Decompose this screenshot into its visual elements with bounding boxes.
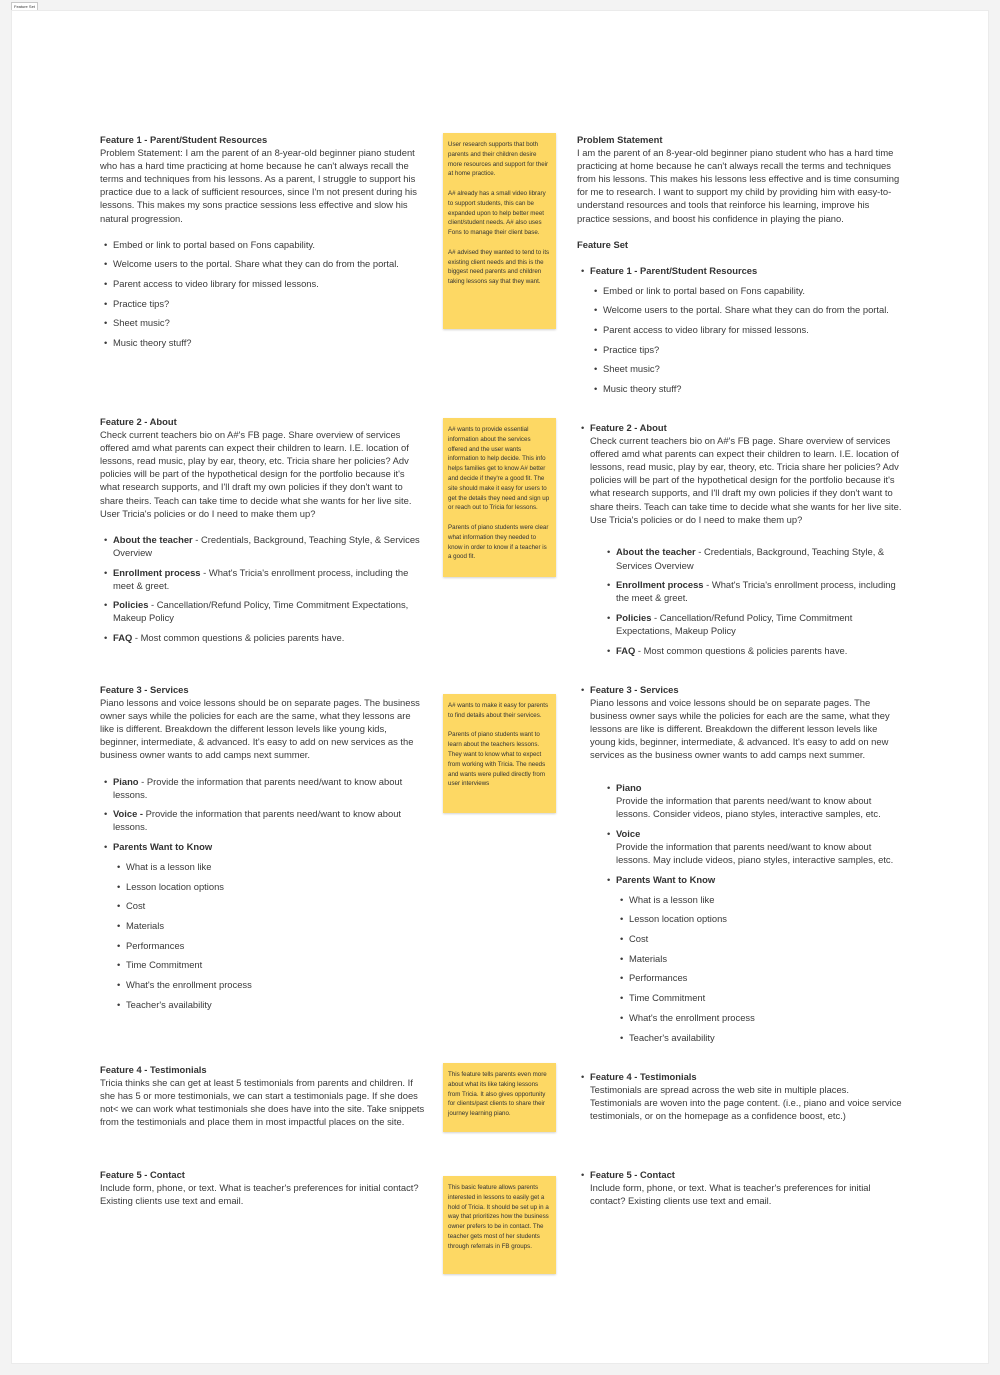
list-item: • Sheet music? [603,362,902,375]
sticky-text: A# already has a small video library to support students, this can be expanded upon to help better meet client/student needs. A# also uses Fons to manage their client base. [448,189,546,237]
left-f4-body: Tricia thinks she can get at least 5 testimonials from parents and children. If she has 5 or more testimonials, we can start a testimonials page. If she does not< we can work what testimonials she does have into the site. Take snippets from the testimonials and place them in most impactful places on the site. [100,1077,425,1128]
list-item: • Practice tips? [603,343,902,356]
list-item: • Welcome users to the portal. Share what they can do from the portal. [113,257,425,270]
list-item: • Cost [126,899,425,912]
sticky-text: A# wants to make it easy for parents to find details about their services. [448,702,549,719]
right-f5-list [590,1168,902,1207]
list-item: • Cost [629,932,902,945]
list-item [616,781,902,820]
list-item-text: - What's Tricia's enrollment process, including the meet & greet. [113,566,409,591]
sticky-text: This feature tells parents even more about what its like taking lessons from Tricia. It also gives opportunity for clients/past clients to share their journey learning piano. [448,1071,547,1118]
right-feature-3 [590,683,902,1050]
left-f3-body: Piano lessons and voice lessons should be on separate pages. The business owner says while the policies for each are the same, what they lessons are like is different. Breakdown the different lesson levels like young kids, beginner, intermediate, & advanced. It's easy to add on new services as the business owner wants to add camps next summer. [100,697,420,761]
list-item [616,578,902,604]
list-item: • Music theory stuff? [603,382,902,395]
list-item-bold: Policies [616,612,652,623]
list-item [590,264,902,395]
list-item: • Materials [629,952,902,965]
list-item: • Embed or link to portal based on Fons capability. [603,284,902,297]
list-item: • Parent access to video library for missed lessons. [113,277,425,290]
sticky-text: User research supports that both parents and their children desire more resources and support for their at home practice. [448,141,549,178]
right-pwk-list [616,893,902,1044]
left-feature-2 [100,415,425,651]
list-item: • Time Commitment [629,991,902,1004]
list-item-text: - Cancellation/Refund Policy, Time Commitment Expectations, Makeup Policy [616,612,853,637]
list-item [113,598,425,624]
list-item-bold: FAQ [616,644,636,656]
right-voice-title: Voice [616,828,641,840]
list-item-text: Provide the information that parents need/want to know about lessons. [113,808,402,833]
right-f5-body: Include form, phone, or text. What is teacher's preferences for initial contact? Existing clients use text and email. [590,1182,871,1207]
list-item [590,1070,902,1122]
right-feature-1 [590,264,902,402]
right-feature-4 [590,1070,902,1122]
sticky-note-3[interactable] [443,694,556,813]
list-item-bold: About the teacher [616,546,696,558]
list-item: • Time Commitment [126,958,425,971]
left-f3-list [100,775,425,1011]
list-item-bold: Piano [113,775,139,787]
right-fs-title: Feature Set [577,238,629,250]
right-f3-title: Feature 3 - Services [590,684,679,695]
right-f4-list [590,1070,902,1122]
list-item-bold: About the teacher [113,533,193,545]
sticky-text: Parents of piano students were clear what information they needed to know in order to know if a teacher is a good fit. [448,523,549,561]
left-f2-body: Check current teachers bio on A#'s FB page. Share overview of services offered amd what parents can expect their children to learn. I.E. location of lessons, read music, play by ear, theory, etc. Tricia share her policies? Adv policies will be part of the hypothetical design for the portfolio because it's what research supports, and I'll draft my own policies if they don't want to share theirs. Teach can take time to decide what she wants for her live site. User Tricia's policies or do I need to make them up? [100,429,412,519]
right-f3-body: Piano lessons and voice lessons should be on separate pages. The business owner says while the policies for each are the same, what they lessons are like is different. Breakdown the different lesson levels like young kids, beginner, intermediate, & advanced. It's easy to add on new services as the business owner wants to add camps next summer. [590,697,890,761]
sticky-text: This basic feature allows parents interested in lessons to easily get a hold of Tricia. It should be set up in a way that prioritizes how the business owner prefers to be in contact. The teacher gets most of her students through referrals in FB groups. [448,1184,549,1250]
list-item: • What's the enrollment process [629,1011,902,1024]
list-item: • Teacher's availability [126,998,425,1011]
left-f4-title: Feature 4 - Testimonials [100,1064,207,1075]
list-item-text: - What's Tricia's enrollment process, including the meet & greet. [616,579,896,604]
list-item: • Lesson location options [629,912,902,925]
sticky-text: Parents of piano students want to learn about the teachers lessons. They want to know what to expect from working with Tricia. The needs and wants were pulled directly from user interviews [448,731,546,788]
left-f5-title: Feature 5 - Contact [100,1169,185,1180]
sticky-note-4[interactable] [443,1063,556,1132]
sticky-note-2[interactable] [443,418,556,577]
right-voice-body: Provide the information that parents need/want to know about lessons. May include videos, piano styles, interactive samples, etc. [616,841,894,866]
list-item: • Music theory stuff? [113,336,425,349]
right-ps-body: I am the parent of an 8-year-old beginner piano student who has a hard time practicing at home because he can't always recall the terms and techniques from his lessons. This makes his lessons less effective and is time consuming for me to research. I want to support my child by providing him with easy-to-understand resources and tools that reinforce his learning, improve his practice sessions, and boost his confidence in playing the piano. [577,147,900,224]
right-f1-list [590,264,902,395]
right-f2-list [590,421,902,657]
list-item: • Performances [126,939,425,952]
sticky-note-5[interactable] [443,1176,556,1274]
list-item: • Parent access to video library for missed lessons. [603,323,902,336]
list-item: • Materials [126,919,425,932]
list-item: • Sheet music? [113,316,425,329]
right-f3-sublist [590,781,902,1043]
left-f3-title: Feature 3 - Services [100,684,189,695]
right-f2-body: Check current teachers bio on A#'s FB page. Share overview of services offered amd what parents can expect their children to learn. I.E. location of lessons, read music, play by ear, theory, etc. Tricia share her policies? Adv policies will be part of the hypothetical design for the portfolio because it's what research supports, and I'll draft my own policies if they don't want to share theirs. Teach can take time to decide what she wants for her live site. Use Tricia's policies or do I need to make them up? [590,435,902,525]
list-item-text: - Cancellation/Refund Policy, Time Commitment Expectations, Makeup Policy [113,599,409,624]
right-f2-sublist [590,545,902,656]
list-item: • Welcome users to the portal. Share what they can do from the portal. [603,303,902,316]
right-f5-title: Feature 5 - Contact [590,1169,675,1180]
right-piano-body: Provide the information that parents need/want to know about lessons. Consider videos, piano styles, interactive samples, etc. [616,795,881,820]
left-f1-body: Problem Statement: I am the parent of an 8-year-old beginner piano student who has a hard time practicing at home because he can't always recall the terms and techniques from his lessons. As a parent, I struggle to support his practice due to a lack of sufficient resources, since I'm not present during his lessons. This makes my sons practice sessions less effective and slow his natural progression. [100,147,417,224]
list-item: • Performances [629,971,902,984]
list-item-text: - Most common questions & policies parents have. [132,632,345,644]
sticky-text: A# wants to provide essential information about the services offered and the user wants information to help decide. This info helps families get to know A# better and decide if they're a good fit. The site should make it easy for users to get the details they need and sign up or reach out to Tricia for lessons. [448,426,550,512]
list-item-text: - Provide the information that parents need/want to know about lessons. [113,775,403,800]
list-item [113,775,425,801]
list-item-text: - Credentials, Background, Teaching Style, & Services Overview [616,546,885,571]
list-item: • Embed or link to portal based on Fons capability. [113,238,425,251]
list-item: • What's the enrollment process [126,978,425,991]
list-item: • Teacher's availability [629,1031,902,1044]
list-item-bold: Parents Want to Know [113,841,213,853]
list-item [113,631,425,644]
left-f2-title: Feature 2 - About [100,416,177,427]
list-item-bold: Policies [113,599,149,611]
list-item [616,611,902,637]
left-feature-1 [100,133,425,356]
list-item: • What is a lesson like [629,893,902,906]
left-feature-5 [100,1168,425,1207]
frame-label[interactable]: Feature Set [11,2,38,11]
left-feature-3 [100,683,425,1017]
right-f1-sublist [590,284,902,396]
left-feature-4 [100,1063,425,1128]
list-item-bold: Enrollment process [113,566,201,578]
sticky-text: A# advised they wanted to tend to its existing client needs and this is the biggest need parents and children taking lessons say that they want. [448,248,550,286]
left-f1-list [100,238,425,350]
list-item [590,421,902,657]
right-f4-title: Feature 4 - Testimonials [590,1071,697,1082]
list-item [616,827,902,866]
sticky-note-1[interactable] [443,133,556,329]
right-problem-statement [577,133,902,251]
list-item [616,545,902,571]
left-f5-body: Include form, phone, or text. What is teacher's preferences for initial contact? Existing clients use text and email. [100,1182,419,1207]
list-item: • Lesson location options [126,880,425,893]
list-item-text: - Most common questions & policies parents have. [635,644,848,656]
list-item [590,1168,902,1207]
list-item [113,533,425,559]
list-item: • Practice tips? [113,297,425,310]
list-item [113,566,425,592]
right-f4-body: Testimonials are spread across the web site in multiple places. Testimonials are woven into the page content. (i.e., piano and voice service testimonials, or on the homepage as a confidence boost, etc.) [590,1084,902,1122]
left-f1-title: Feature 1 - Parent/Student Resources [100,134,268,145]
list-item: • What is a lesson like [126,860,425,873]
right-piano-title: Piano [616,782,642,794]
right-ps-title: Problem Statement [577,134,663,145]
list-item [616,873,902,1044]
list-item-text: - Credentials, Background, Teaching Style, & Services Overview [113,533,420,558]
list-item [590,683,902,1044]
right-f1-title: Feature 1 - Parent/Student Resources [590,265,758,276]
list-item [113,840,425,1011]
list-item-bold: Enrollment process [616,579,704,591]
list-item-bold: FAQ [113,632,133,644]
list-item-bold: Voice - [113,808,144,820]
right-pwk-title: Parents Want to Know [616,874,716,885]
list-item [113,807,425,833]
right-feature-2 [590,421,902,663]
list-item [616,644,902,657]
left-pwk-list [113,860,425,1011]
right-feature-5 [590,1168,902,1207]
left-f2-list [100,533,425,644]
right-f2-title: Feature 2 - About [590,422,667,433]
right-f3-list [590,683,902,1044]
